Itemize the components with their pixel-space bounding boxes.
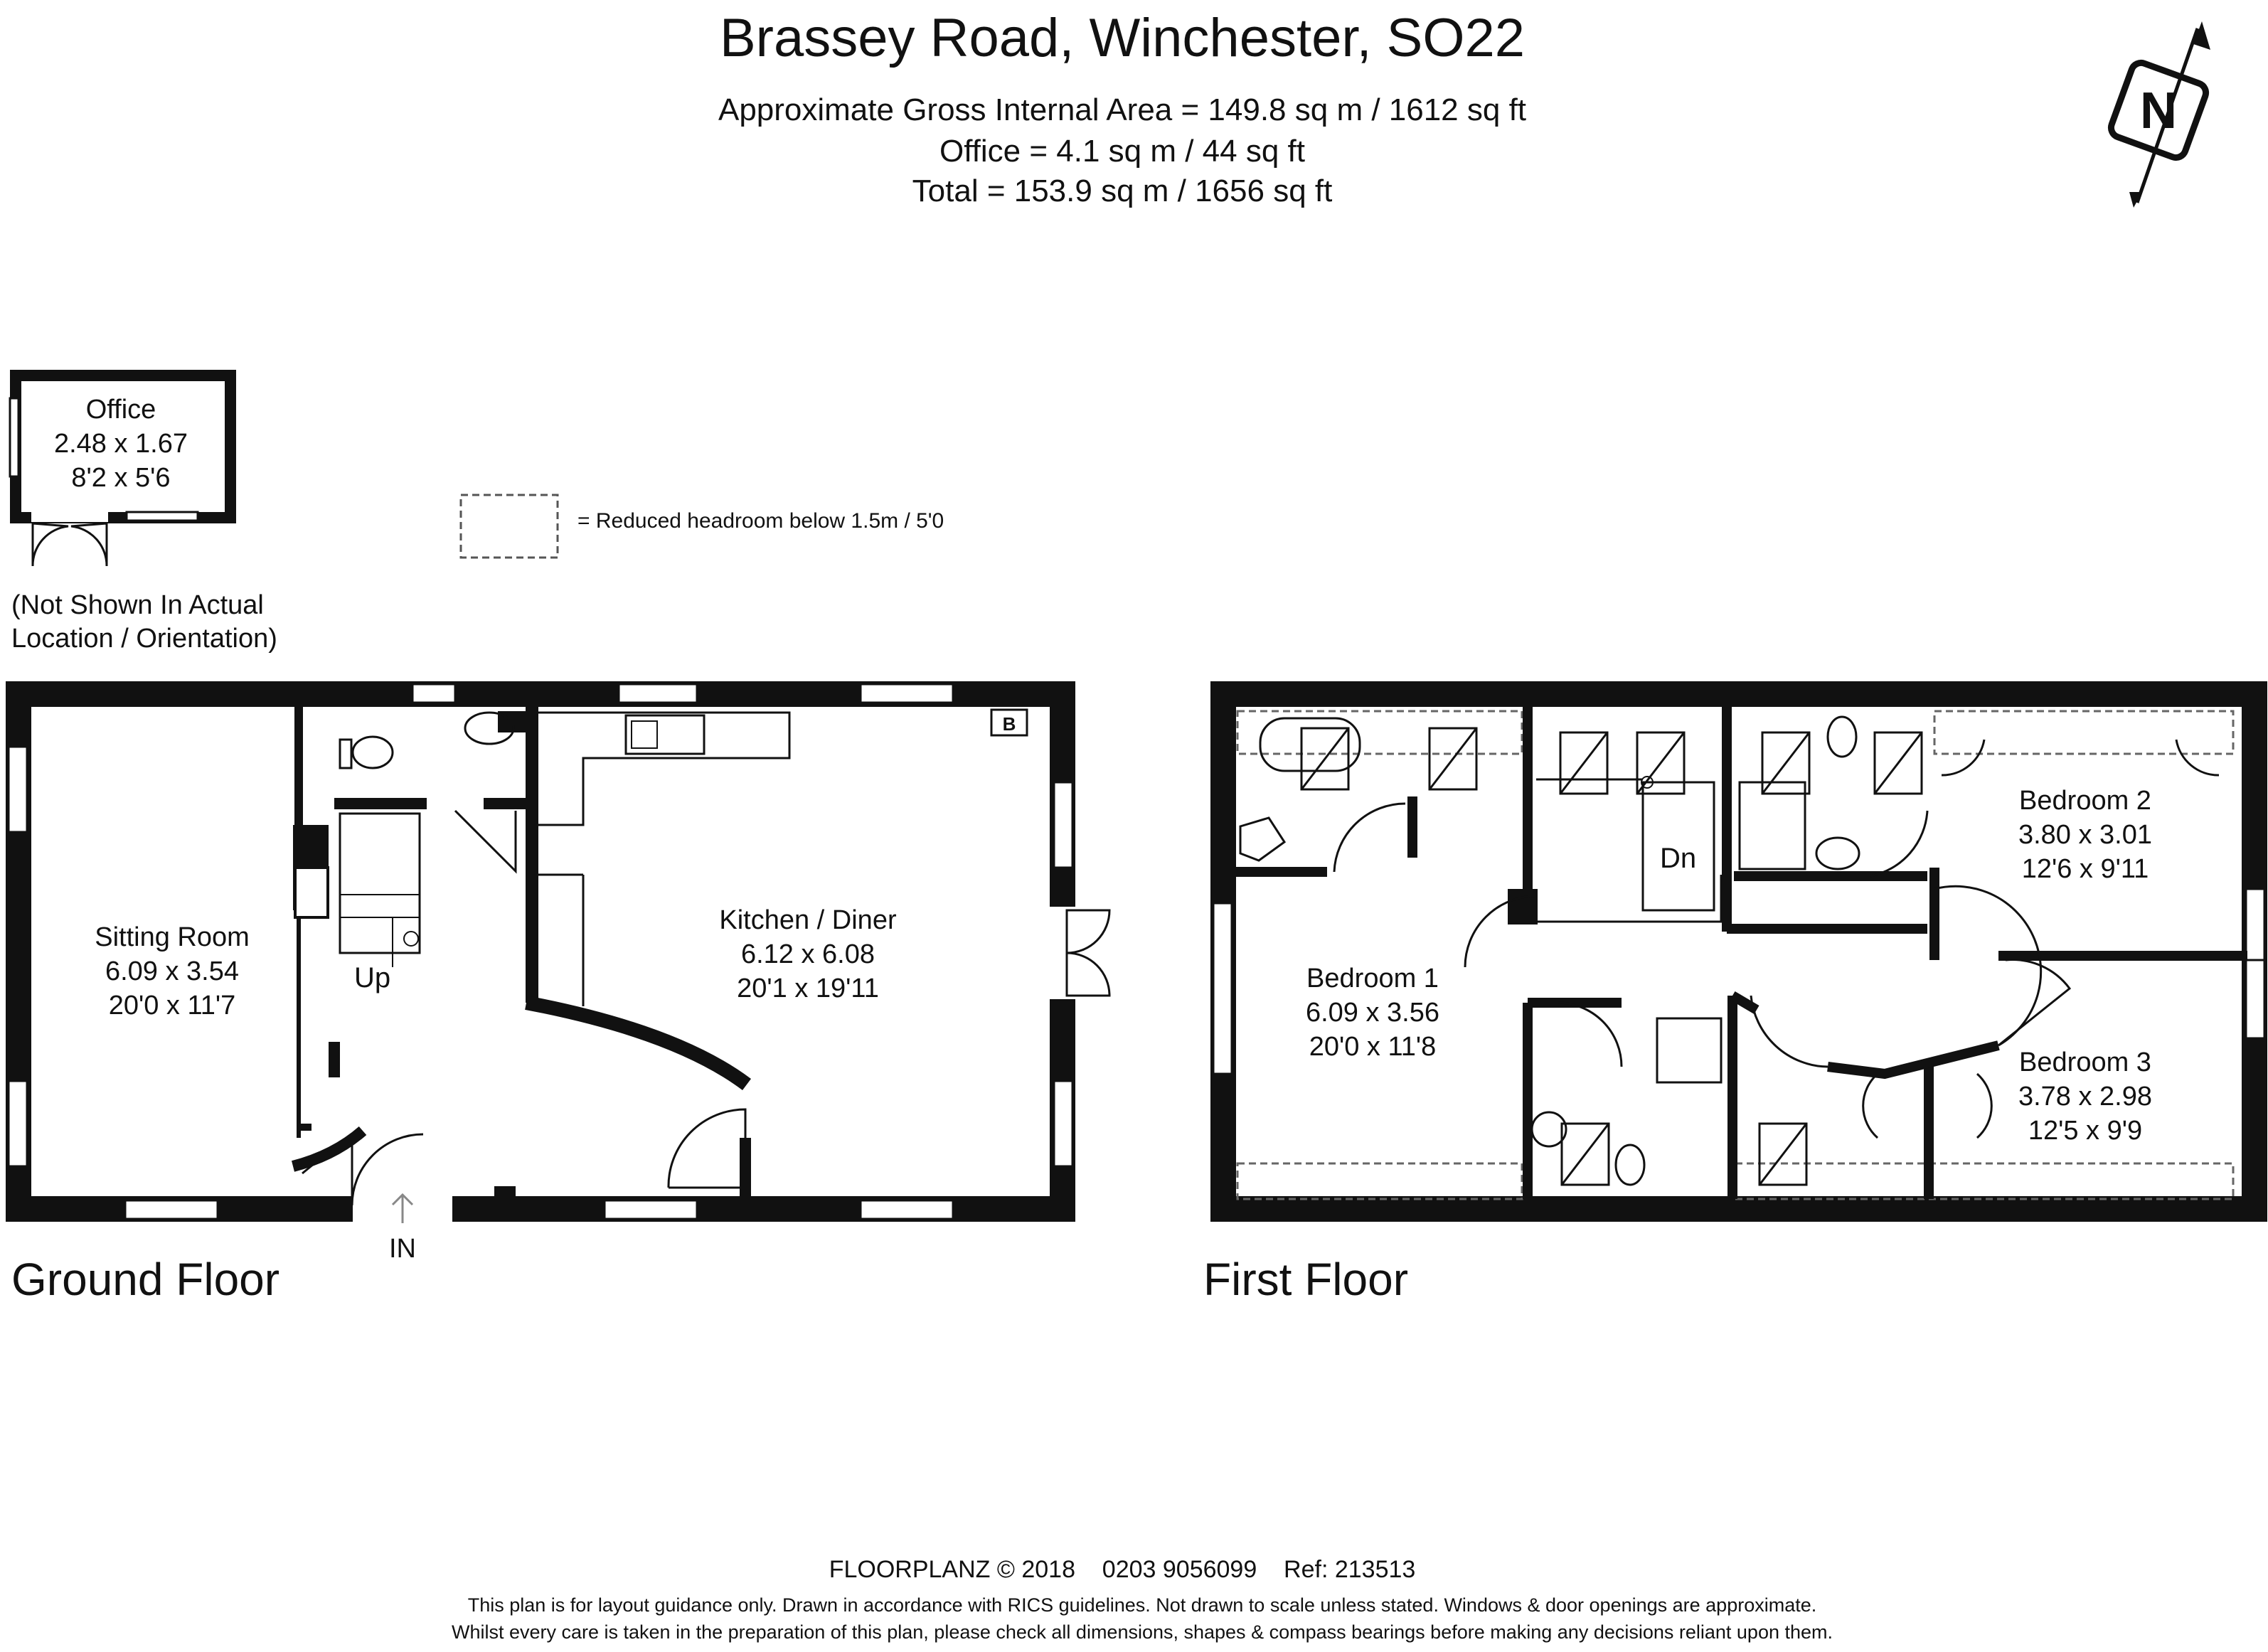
total-area-line: Total = 153.9 sq m / 1656 sq ft	[912, 174, 1333, 208]
footer-company: FLOORPLANZ © 2018	[829, 1556, 1075, 1583]
first-floor-plan	[1213, 694, 2264, 1209]
office-location-note-2: Location / Orientation)	[11, 624, 277, 654]
headroom-legend-box	[461, 495, 558, 558]
bedroom-1-metric: 6.09 x 3.56	[1305, 998, 1440, 1028]
ground-floor-plan	[9, 684, 1109, 1264]
office-metric: 2.48 x 1.67	[53, 429, 188, 459]
bedroom-3-metric: 3.78 x 2.98	[2018, 1082, 2153, 1112]
entrance-label: IN	[389, 1234, 416, 1264]
bedroom-2-name: Bedroom 2	[2019, 786, 2151, 816]
office-name: Office	[85, 395, 156, 425]
footer-disclaimer-2: Whilst every care is taken in the preparation of this plan, please check all dimensions, shapes & compass bearings before making any decisions reliant upon them.	[451, 1621, 1833, 1643]
sitting-room-metric: 6.09 x 3.54	[105, 956, 240, 986]
first-floor-label: First Floor	[1203, 1254, 1408, 1305]
office-plan	[10, 375, 230, 566]
first-stairs-label: Dn	[1660, 843, 1697, 874]
bedroom-3-imperial: 12'5 x 9'9	[2028, 1116, 2143, 1146]
north-compass-icon	[2109, 21, 2210, 208]
footer-phone: 0203 9056099	[1102, 1556, 1257, 1583]
bedroom-1-name: Bedroom 1	[1306, 964, 1439, 993]
bedroom-1-imperial: 20'0 x 11'8	[1309, 1032, 1437, 1062]
ground-stairs-label: Up	[354, 962, 391, 993]
kitchen-metric: 6.12 x 6.08	[740, 939, 875, 969]
office-imperial: 8'2 x 5'6	[71, 463, 171, 493]
office-area-line: Office = 4.1 sq m / 44 sq ft	[939, 134, 1305, 169]
footer-disclaimer-1: This plan is for layout guidance only. Drawn in accordance with RICS guidelines. Not drawn to scale unless stated. Windows & door openings are approximate.	[467, 1594, 1817, 1616]
plan-title: Brassey Road, Winchester, SO22	[719, 8, 1526, 68]
gross-area-line: Approximate Gross Internal Area = 149.8 sq m / 1612 sq ft	[718, 92, 1527, 127]
bedroom-3-name: Bedroom 3	[2019, 1048, 2151, 1077]
ground-floor-label: Ground Floor	[11, 1254, 280, 1305]
sitting-room-imperial: 20'0 x 11'7	[108, 991, 236, 1020]
bedroom-2-metric: 3.80 x 3.01	[2018, 820, 2153, 850]
boiler-label: B	[1002, 713, 1016, 735]
kitchen-name: Kitchen / Diner	[719, 905, 897, 935]
sitting-room-name: Sitting Room	[95, 922, 250, 952]
kitchen-imperial: 20'1 x 19'11	[737, 974, 879, 1003]
compass-letter: N	[2140, 82, 2177, 139]
headroom-legend-text: = Reduced headroom below 1.5m / 5'0	[577, 509, 944, 533]
bedroom-2-imperial: 12'6 x 9'11	[2021, 854, 2149, 884]
office-location-note-1: (Not Shown In Actual	[11, 590, 264, 620]
footer-ref: Ref: 213513	[1284, 1556, 1416, 1583]
